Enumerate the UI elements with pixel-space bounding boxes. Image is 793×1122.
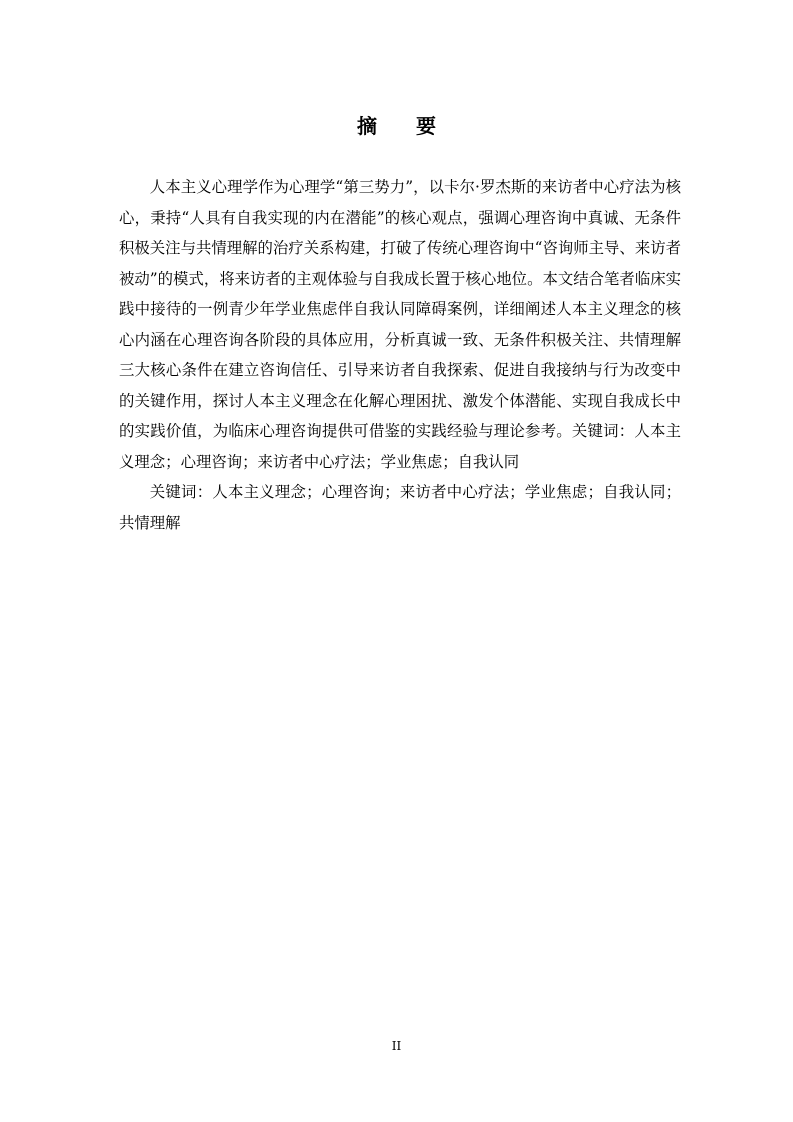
abstract-paragraph: 人本主义心理学作为心理学“第三势力”，以卡尔·罗杰斯的来访者中心疗法为核心，秉持“人具有自我实现的内在潜能”的核心观点，强调心理咨询中真诚、无条件积极关注与共情理解的治疗关系构建，打破了传统心理咨询中“咨询师主导、来访者被动”的模式，将来访者的主观体验与自我成长置于核心地位。本文结合笔者临床实践中接待的一例青少年学业焦虑伴自我认同障碍案例，详细阐述人本主义理念的核心内涵在心理咨询各阶段的具体应用，分析真诚一致、无条件积极关注、共情理解三大核心条件在建立咨询信任、引导来访者自我探索、促进自我接纳与行为改变中的关键作用，探讨人本主义理念在化解心理困扰、激发个体潜能、实现自我成长中的实践价值，为临床心理咨询提供可借鉴的实践经验与理论参考。关键词：人本主义理念；心理咨询；来访者中心疗法；学业焦虑；自我认同 <box>119 178 681 471</box>
abstract-body <box>119 172 681 538</box>
keywords-paragraph: 关键词：人本主义理念；心理咨询；来访者中心疗法；学业焦虑；自我认同；共情理解 <box>119 483 681 532</box>
page-title: 摘 要 <box>357 114 452 138</box>
page-number: II <box>391 1039 402 1053</box>
